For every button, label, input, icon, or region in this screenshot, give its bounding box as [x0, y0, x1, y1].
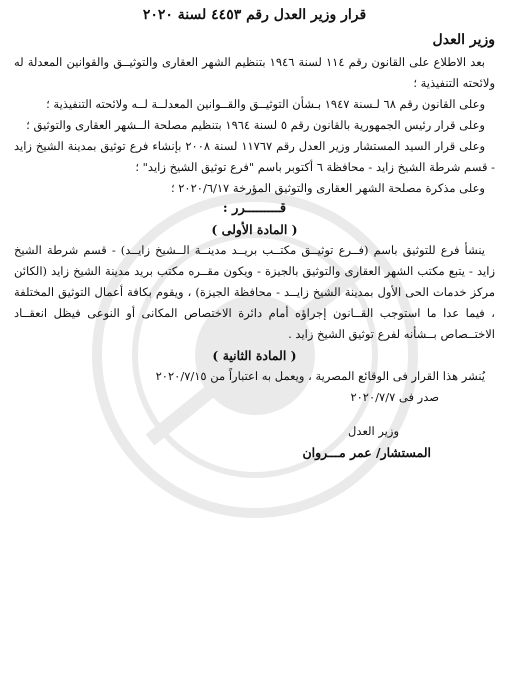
issue-date: صدر فى ٢٠٢٠/٧/٧: [350, 390, 439, 404]
issuer-heading: وزير العدل: [432, 32, 495, 48]
preamble-clause: وعلى مذكرة مصلحة الشهر العقارى والتوثيق المؤرخة ٢٠٢٠/٦/١٧ ؛: [170, 181, 485, 195]
signature-title: وزير العدل: [348, 424, 399, 438]
decree-title: قرار وزير العدل رقم ٤٤٥٣ لسنة ٢٠٢٠: [142, 7, 367, 23]
preamble-clause: بعد الاطلاع على القانون رقم ١١٤ لسنة ١٩٤٦ بتنظيم الشهر العقارى والتوثيــق والقوانين المعدلة له ولائحته التنفيذية ؛: [14, 55, 495, 90]
preamble-clause: وعلى قرار رئيس الجمهورية بالقانون رقم ٥ لسنة ١٩٦٤ بتنظيم مصلحة الــشهر العقارى والتوثيق ؛: [26, 118, 485, 132]
preamble-clause: وعلى القانون رقم ٦٨ لـسنة ١٩٤٧ بـشأن التوثيــق والقــوانين المعدلــة لــه ولائحته التنفيذية ؛: [46, 97, 485, 111]
article-1-text: ينشأ فرع للتوثيق باسم (فــرع توثيــق مكتــب بريــد مدينــة الــشيخ زايــد) - قسم شرطة الشيخ زايد - يتبع مكتب الشهر العقارى والتوثيق بالجيزة - ويكون مقــره مكتب بريد مدينة الشيخ زايد (الكائن مركز خدمات الحى الأول بمدينة الشيخ زايــد - محافظة الجيزة) ، ويقوم بكافة أعمال التوثيق المختلفة ، فيما عدا ما استوجب القــانون إجراؤه أمام دائرة الاختصاص المكانى أو النوعى فيظل انعقــاد الاختــصاص بــشأنه لفرع توثيق الشيخ زايد .: [14, 243, 495, 341]
preamble-clause: وعلى قرار السيد المستشار وزير العدل رقم ١١٧٦٧ لسنة ٢٠٠٨ بإنشاء فرع توثيق بمدينة الشيخ زايد - قسم شرطة الشيخ زايد - محافظة ٦ أكتوبر باسم "فرع توثيق الشيخ زايد" ؛: [14, 139, 495, 174]
decides-label: قـــــــــرر :: [222, 201, 287, 216]
signature-name: المستشار/ عمر مـــروان: [302, 445, 431, 460]
article-2-heading: ( المادة الثانية ): [212, 348, 297, 363]
article-2-text: يُنشر هذا القرار فى الوقائع المصرية ، ويعمل به اعتباراً من ٢٠٢٠/٧/١٥: [155, 369, 485, 383]
article-1-heading: ( المادة الأولى ): [211, 222, 298, 237]
